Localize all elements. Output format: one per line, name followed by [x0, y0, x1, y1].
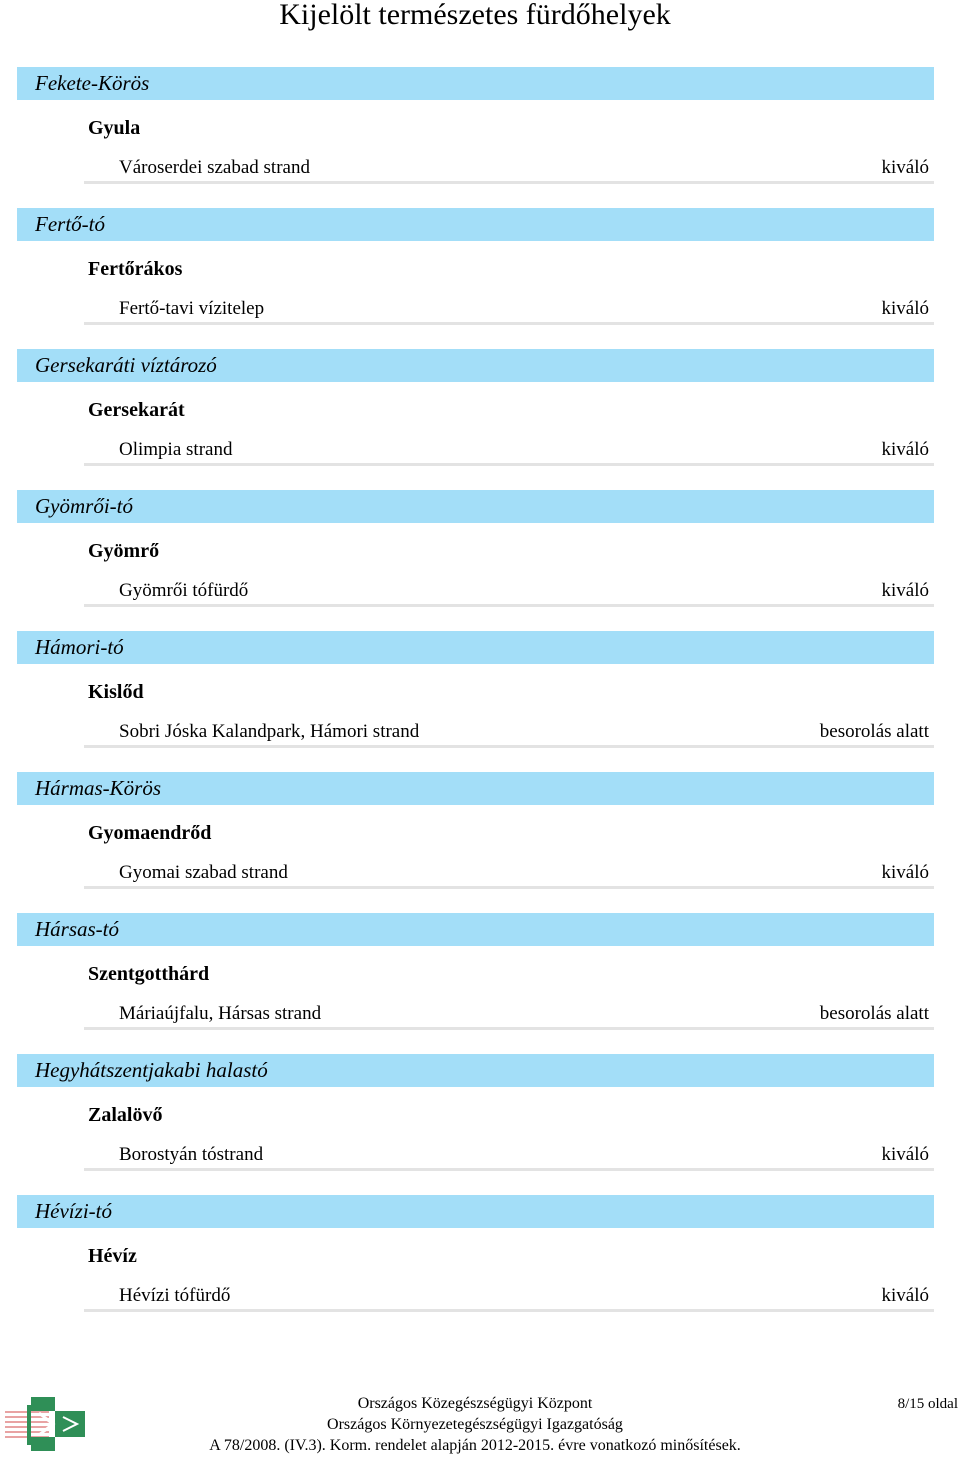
site-name: Hévízi tófürdő	[119, 1285, 231, 1306]
city-name: Gyula	[88, 117, 141, 139]
site-rating: kiváló	[881, 1285, 929, 1306]
site-row	[84, 155, 934, 184]
site-name: Gyömrői tófürdő	[119, 580, 249, 601]
waterbody-header: Hévízi-tó	[17, 1195, 934, 1228]
waterbody-header: Gyömrői-tó	[17, 490, 934, 523]
site-name: Fertő-tavi vízitelep	[119, 298, 265, 319]
waterbody-header: Fertő-tó	[17, 208, 934, 241]
waterbody-header: Fekete-Körös	[17, 67, 934, 100]
site-name: Gyomai szabad strand	[119, 862, 288, 883]
site-name: Városerdei szabad strand	[119, 157, 310, 178]
site-rating: besorolás alatt	[819, 721, 929, 742]
city-name: Gyömrő	[88, 540, 160, 562]
site-name: Borostyán tóstrand	[119, 1144, 264, 1165]
oki-logo-icon	[3, 1395, 89, 1453]
site-row	[84, 1283, 934, 1312]
site-rating: kiváló	[881, 298, 929, 319]
site-rating: kiváló	[881, 862, 929, 883]
waterbody-header: Hársas-tó	[17, 913, 934, 946]
site-row	[84, 1001, 934, 1030]
site-rating: kiváló	[881, 580, 929, 601]
page-title: Kijelölt természetes fürdőhelyek	[279, 0, 671, 31]
site-row	[84, 860, 934, 889]
waterbody-header: Gersekaráti víztározó	[17, 349, 934, 382]
footer-org-2: Országos Környezetegészségügyi Igazgatóság	[327, 1416, 623, 1433]
waterbody-header: Hegyhátszentjakabi halastó	[17, 1054, 934, 1087]
city-name: Gyomaendrőd	[88, 822, 212, 844]
site-row	[84, 578, 934, 607]
site-row	[84, 719, 934, 748]
site-rating: kiváló	[881, 1144, 929, 1165]
city-name: Szentgotthárd	[88, 963, 210, 985]
site-name: Olimpia strand	[119, 439, 233, 460]
site-name: Máriaújfalu, Hársas strand	[119, 1003, 322, 1024]
site-row	[84, 296, 934, 325]
city-name: Kislőd	[88, 681, 144, 703]
city-name: Hévíz	[88, 1245, 137, 1267]
site-name: Sobri Jóska Kalandpark, Hámori strand	[119, 721, 420, 742]
footer-org-1: Országos Közegészségügyi Központ	[357, 1395, 593, 1412]
city-name: Zalalövő	[88, 1104, 163, 1126]
site-rating: besorolás alatt	[819, 1003, 929, 1024]
site-rating: kiváló	[881, 157, 929, 178]
footer-legal: A 78/2008. (IV.3). Korm. rendelet alapján 2012-2015. évre vonatkozó minősítések.	[209, 1437, 741, 1454]
page-number: 8/15 oldal	[897, 1396, 958, 1412]
city-name: Fertőrákos	[88, 258, 183, 280]
site-row	[84, 437, 934, 466]
site-row	[84, 1142, 934, 1171]
city-name: Gersekarát	[88, 399, 185, 421]
waterbody-header: Hámori-tó	[17, 631, 934, 664]
waterbody-header: Hármas-Körös	[17, 772, 934, 805]
site-rating: kiváló	[881, 439, 929, 460]
